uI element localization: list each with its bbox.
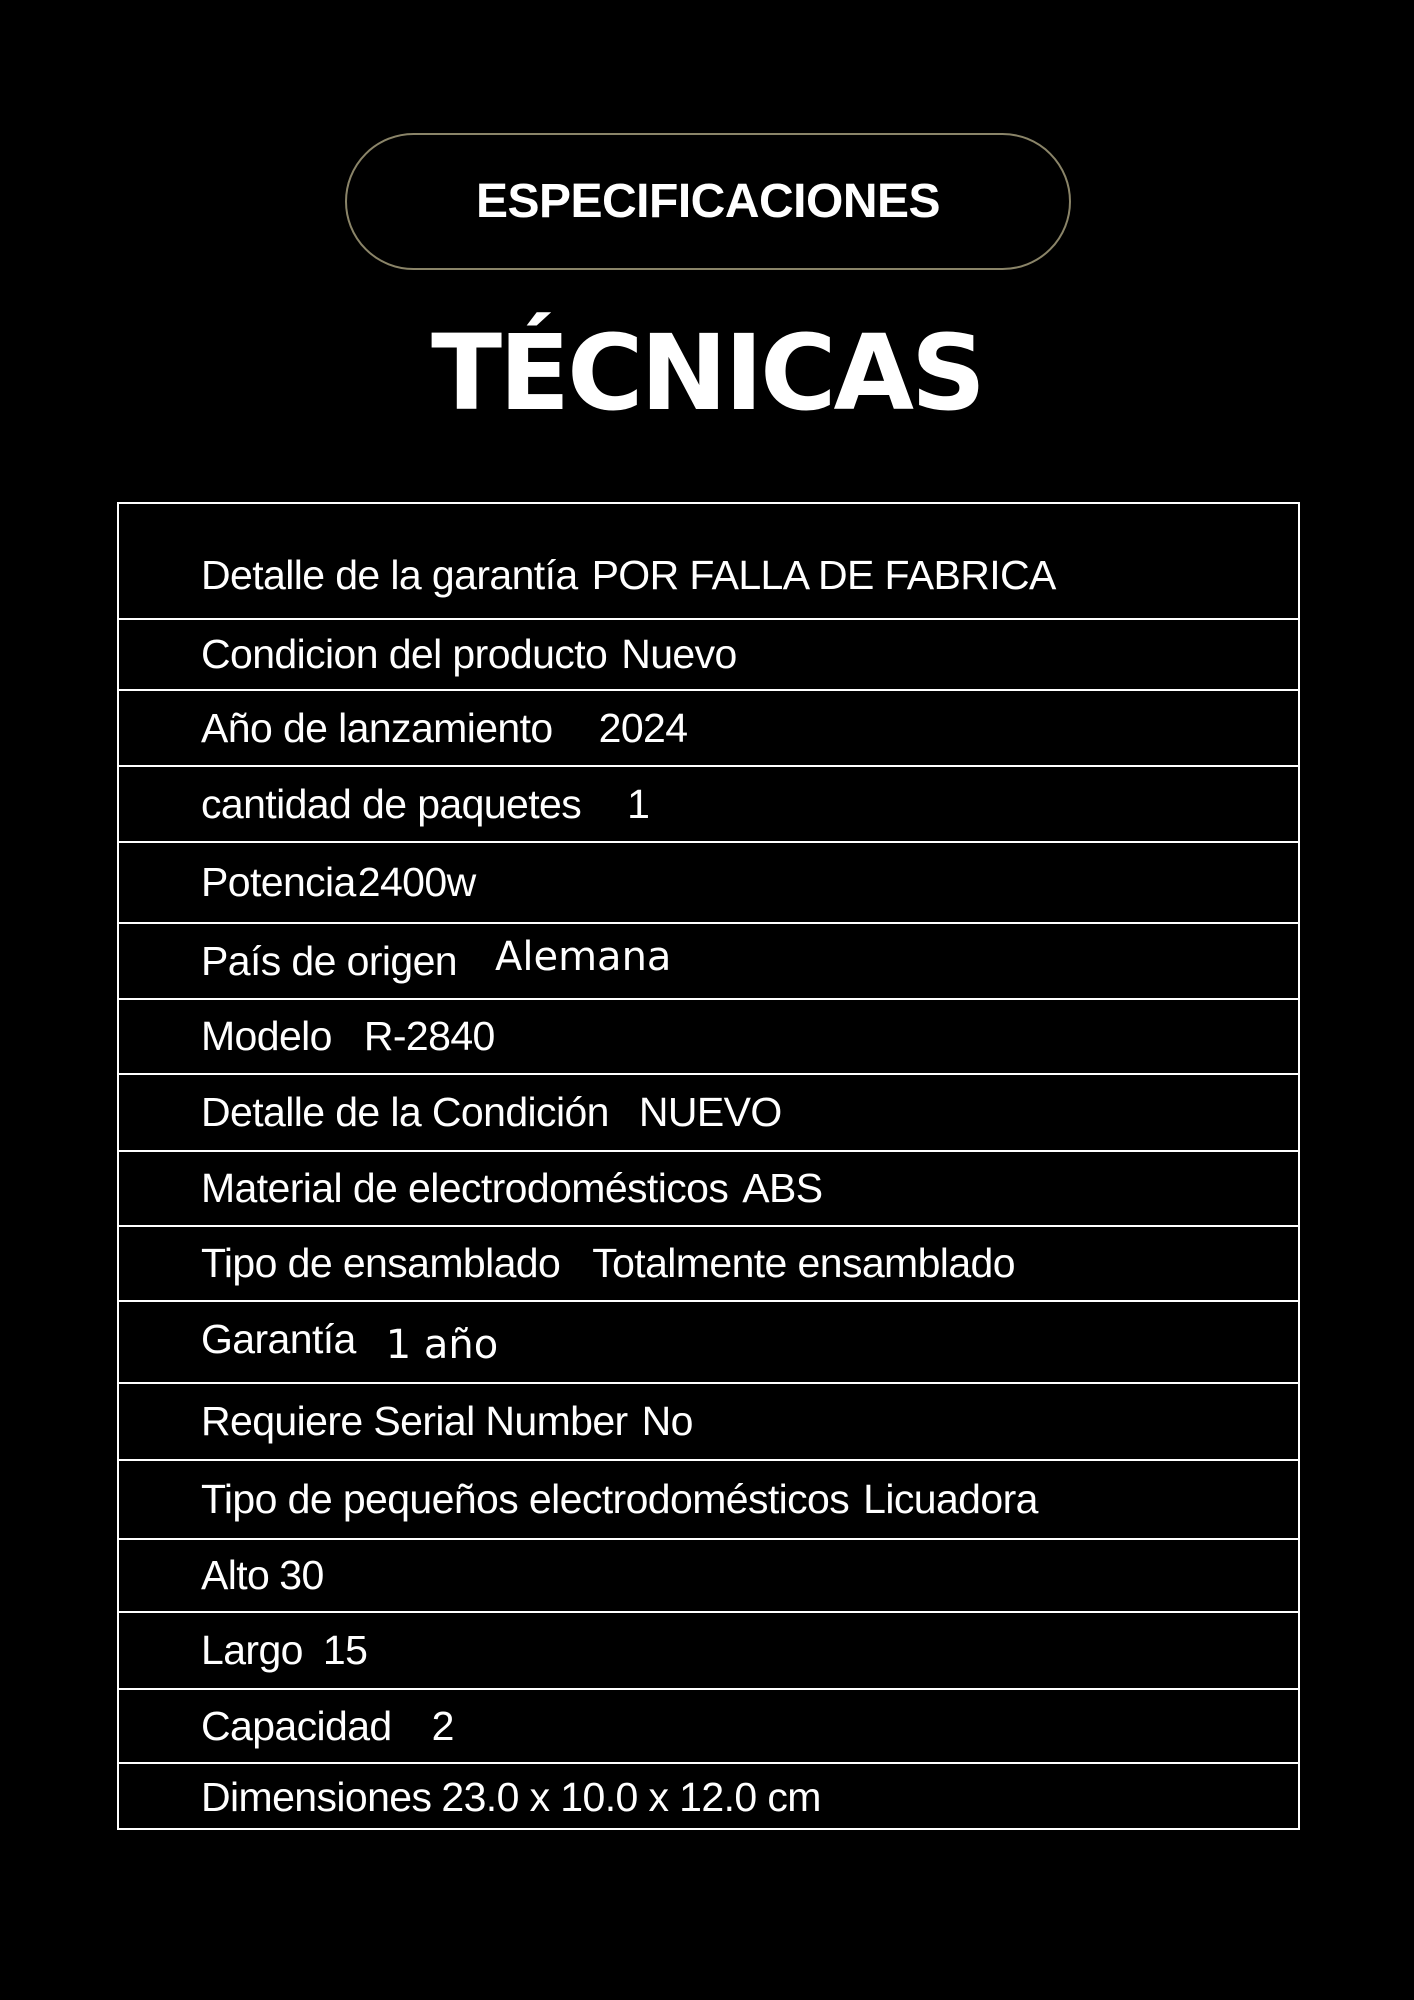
spec-value: Licuadora [863, 1476, 1038, 1522]
spec-label: Capacidad [201, 1702, 392, 1749]
spec-value: 1 año [385, 1322, 499, 1368]
spec-value: R-2840 [363, 1013, 495, 1059]
spec-label: cantidad de paquetes [201, 780, 582, 827]
spec-value: NUEVO [638, 1089, 782, 1135]
spec-label: Requiere Serial Number [201, 1398, 628, 1444]
spec-row-warranty [119, 1302, 1298, 1384]
page-headline: TÉCNICAS [431, 312, 983, 434]
spec-value: Totalmente ensamblado [592, 1240, 1015, 1286]
spec-value: 2 [431, 1702, 454, 1749]
spec-value: 2024 [598, 704, 688, 751]
spec-label: Material de electrodomésticos [201, 1165, 729, 1211]
spec-value: 30 [279, 1552, 324, 1598]
spec-value: Nuevo [621, 631, 737, 677]
spec-label: Largo [201, 1627, 303, 1673]
spec-label: Tipo de pequeños electrodomésticos [201, 1476, 850, 1522]
spec-label: Alto [201, 1552, 270, 1598]
spec-row-release-year [119, 691, 1298, 767]
section-title-label: ESPECIFICACIONES [475, 175, 941, 228]
section-title-pill [345, 133, 1071, 270]
spec-row-appliance-material [119, 1152, 1298, 1227]
spec-value: POR FALLA DE FABRICA [591, 551, 1056, 598]
spec-row-serial-required [119, 1384, 1298, 1461]
spec-row-country-of-origin [119, 924, 1298, 1000]
spec-label: Año de lanzamiento [201, 704, 553, 751]
spec-label: Tipo de ensamblado [201, 1240, 561, 1286]
spec-value: No [641, 1398, 693, 1444]
spec-row-power [119, 843, 1298, 924]
spec-row-dimensions [119, 1764, 1298, 1830]
spec-row-length [119, 1613, 1298, 1690]
spec-value: 2400w [357, 859, 476, 905]
spec-label: Potencia [201, 859, 356, 905]
spec-row-condition-detail [119, 1075, 1298, 1152]
spec-label: País de origen [201, 937, 457, 984]
spec-label: Condicion del producto [201, 631, 608, 677]
spec-value: 1 [627, 780, 650, 827]
spec-row-capacity [119, 1690, 1298, 1764]
spec-value: Alemana [495, 934, 672, 980]
spec-label: Modelo [201, 1013, 332, 1059]
spec-label: Dimensiones [201, 1773, 432, 1820]
spec-label: Detalle de la Condición [201, 1089, 609, 1135]
spec-table [117, 502, 1300, 1830]
spec-row-small-appliance-type [119, 1461, 1298, 1540]
spec-label: Garantía [201, 1315, 356, 1362]
spec-label: Detalle de la garantía [201, 551, 578, 598]
spec-row-height [119, 1540, 1298, 1613]
spec-row-model [119, 1000, 1298, 1075]
spec-row-warranty-detail [119, 504, 1298, 620]
spec-row-package-count [119, 767, 1298, 843]
spec-value: 15 [322, 1627, 368, 1673]
spec-row-assembly-type [119, 1227, 1298, 1302]
spec-row-product-condition [119, 620, 1298, 691]
spec-value: ABS [742, 1165, 823, 1211]
spec-value: 23.0 x 10.0 x 12.0 cm [441, 1773, 821, 1820]
